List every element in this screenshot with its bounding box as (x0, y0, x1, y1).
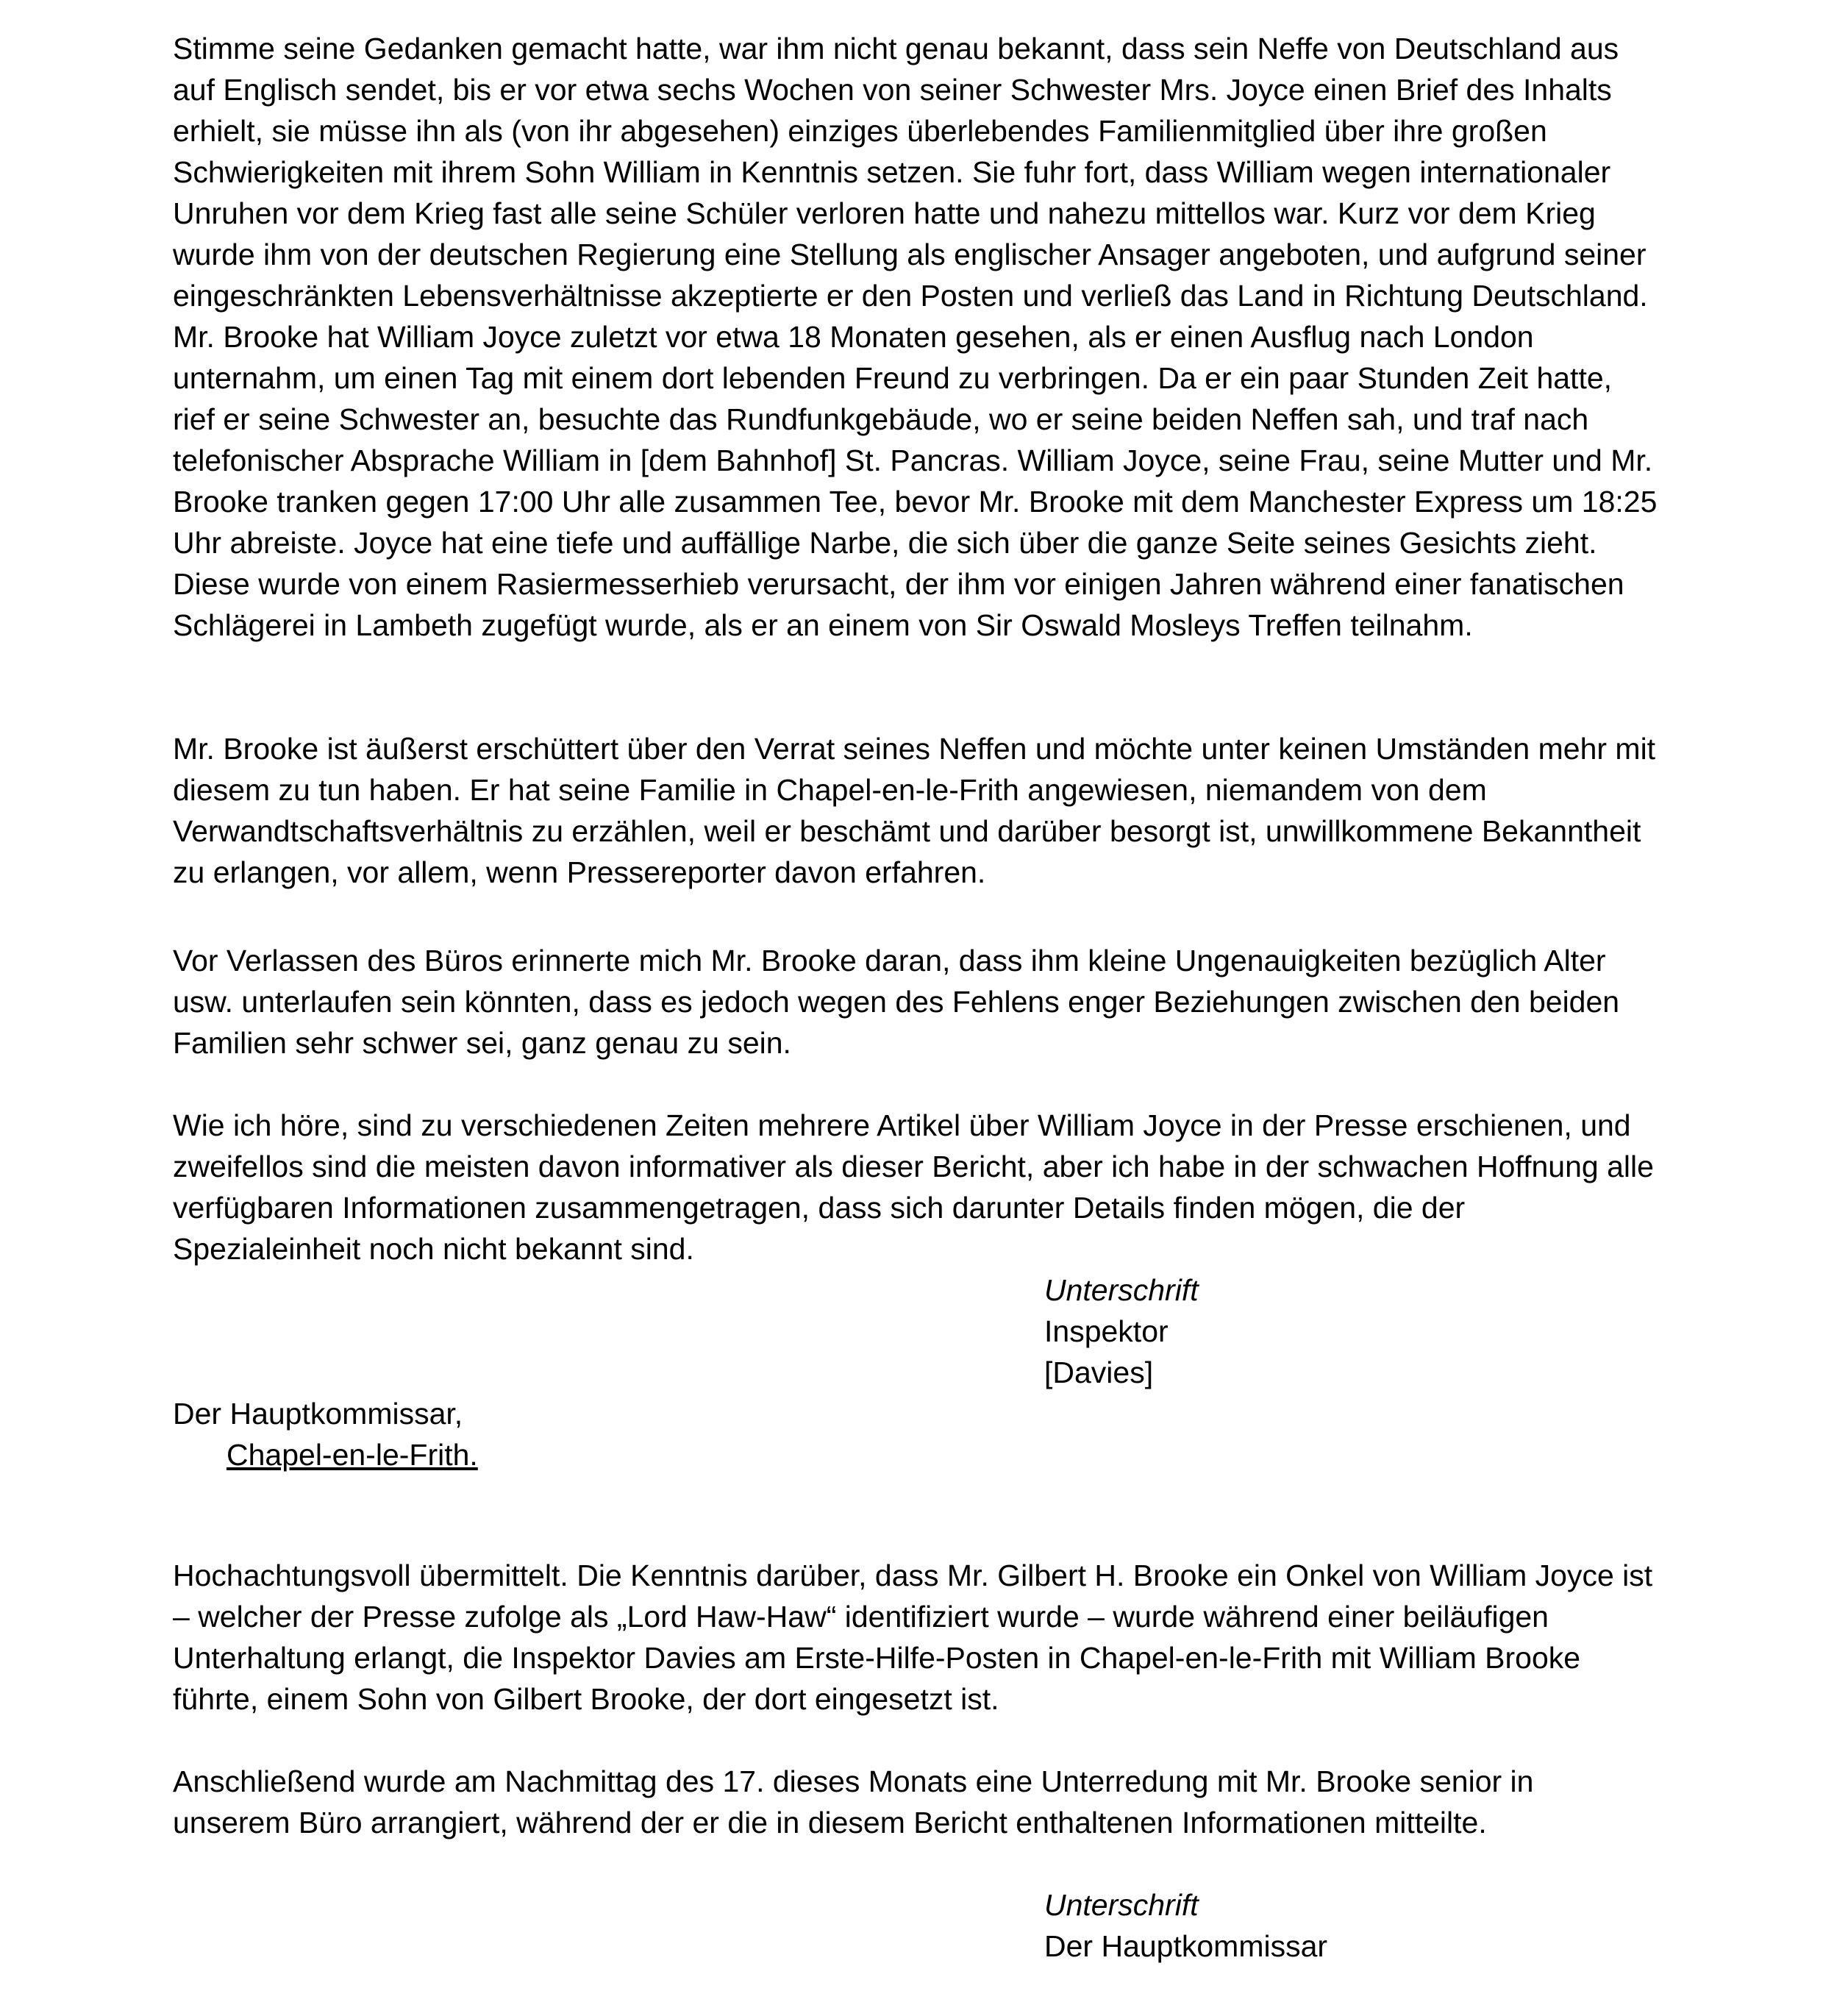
report-paragraph-1: Stimme seine Gedanken gemacht hatte, war ihm nicht genau bekannt, dass sein Neffe von Deutschland aus auf Englisch sendet, bis er vor etwa sechs Wochen von seiner Schwester Mrs. Joyce einen Brief des Inhalts erhielt, sie müsse ihn als (von ihr abgesehen) einziges überlebendes Familienmitglied über ihre großen Schwierigkeiten mit ihrem Sohn William in Kenntnis setzen. Sie fuhr fort, dass William wegen internationaler Unruhen vor dem Krieg fast alle seine Schüler verloren hatte und nahezu mittellos war. Kurz vor dem Krieg wurde ihm von der deutschen Regierung eine Stellung als englischer Ansager angeboten, und aufgrund seiner eingeschränkten Lebensverhältnisse akzeptierte er den Posten und verließ das Land in Richtung Deutschland. Mr. Brooke hat William Joyce zuletzt vor etwa 18 Monaten gesehen, als er einen Ausflug nach London unternahm, um einen Tag mit einem dort lebenden Freund zu verbringen. Da er ein paar Stunden Zeit hatte, rief er seine Schwester an, besuchte das Rundfunkgebäude, wo er seine beiden Neffen sah, und traf nach telefonischer Absprache William in [dem Bahnhof] St. Pancras. William Joyce, seine Frau, seine Mutter und Mr. Brooke tranken gegen 17:00 Uhr alle zusammen Tee, bevor Mr. Brooke mit dem Manchester Express um 18:25 Uhr abreiste. Joyce hat eine tiefe und auffällige Narbe, die sich über die ganze Seite seines Gesichts zieht. Diese wurde von einem Rasiermesserhieb verursacht, der ihm vor einigen Jahren während einer fanatischen Schlägerei in Lambeth zugefügt wurde, als er an einem von Sir Oswald Mosleys Treffen teilnahm. (173, 32, 1658, 642)
addressee-block (173, 1393, 1658, 1475)
addressee-title: Der Hauptkommissar, (173, 1397, 463, 1431)
signatory-rank: Inspektor (1044, 1314, 1169, 1348)
addressee-place: Chapel-en-le-Frith. (226, 1438, 478, 1472)
inspector-signature-block (1044, 1269, 1706, 1393)
signatory-name: [Davies] (1044, 1356, 1154, 1389)
forwarding-paragraph-1: Hochachtungsvoll übermittelt. Die Kenntnis darüber, dass Mr. Gilbert H. Brooke ein Onkel von William Joyce ist – welcher der Presse zufolge als „Lord Haw-Haw“ identifiziert wurde – wurde während einer beiläufigen Unterhaltung erlangt, die Inspektor Davies am Erste-Hilfe-Posten in Chapel-en-le-Frith mit William Brooke führte, einem Sohn von Gilbert Brooke, der dort eingesetzt ist. (173, 1559, 1653, 1716)
signature-label: Unterschrift (1044, 1273, 1199, 1307)
report-paragraph-2: Mr. Brooke ist äußerst erschüttert über den Verrat seines Neffen und möchte unter keinen Umständen mehr mit diesem zu tun haben. Er hat seine Familie in Chapel-en-le-Frith angewiesen, niemandem von dem Verwandtschaftsverhältnis zu erzählen, weil er beschämt und darüber besorgt ist, unwillkommene Bekanntheit zu erlangen, vor allem, wenn Pressereporter davon erfahren. (173, 732, 1656, 889)
report-paragraph-3: Vor Verlassen des Büros erinnerte mich Mr. Brooke daran, dass ihm kleine Ungenauigkeiten bezüglich Alter usw. unterlaufen sein könnten, dass es jedoch wegen des Fehlens enger Beziehungen zwischen den beiden Familien sehr schwer sei, ganz genau zu sein. (173, 944, 1620, 1060)
signature-label-2: Unterschrift (1044, 1888, 1199, 1922)
report-paragraph-4: Wie ich höre, sind zu verschiedenen Zeiten mehrere Artikel über William Joyce in der Presse erschienen, und zweifellos sind die meisten davon informativer als dieser Bericht, aber ich habe in der schwachen Hoffnung alle verfügbaren Informationen zusammengetragen, dass sich darunter Details finden mögen, die der Spezialeinheit noch nicht bekannt sind. (173, 1108, 1654, 1266)
chief-signature-block (1044, 1884, 1706, 1967)
forwarding-paragraph-2: Anschließend wurde am Nachmittag des 17. dieses Monats eine Unterredung mit Mr. Brooke senior in unserem Büro arrangiert, während der er die in diesem Bericht enthaltenen Informationen mitteilte. (173, 1764, 1534, 1839)
chief-title: Der Hauptkommissar (1044, 1929, 1328, 1963)
